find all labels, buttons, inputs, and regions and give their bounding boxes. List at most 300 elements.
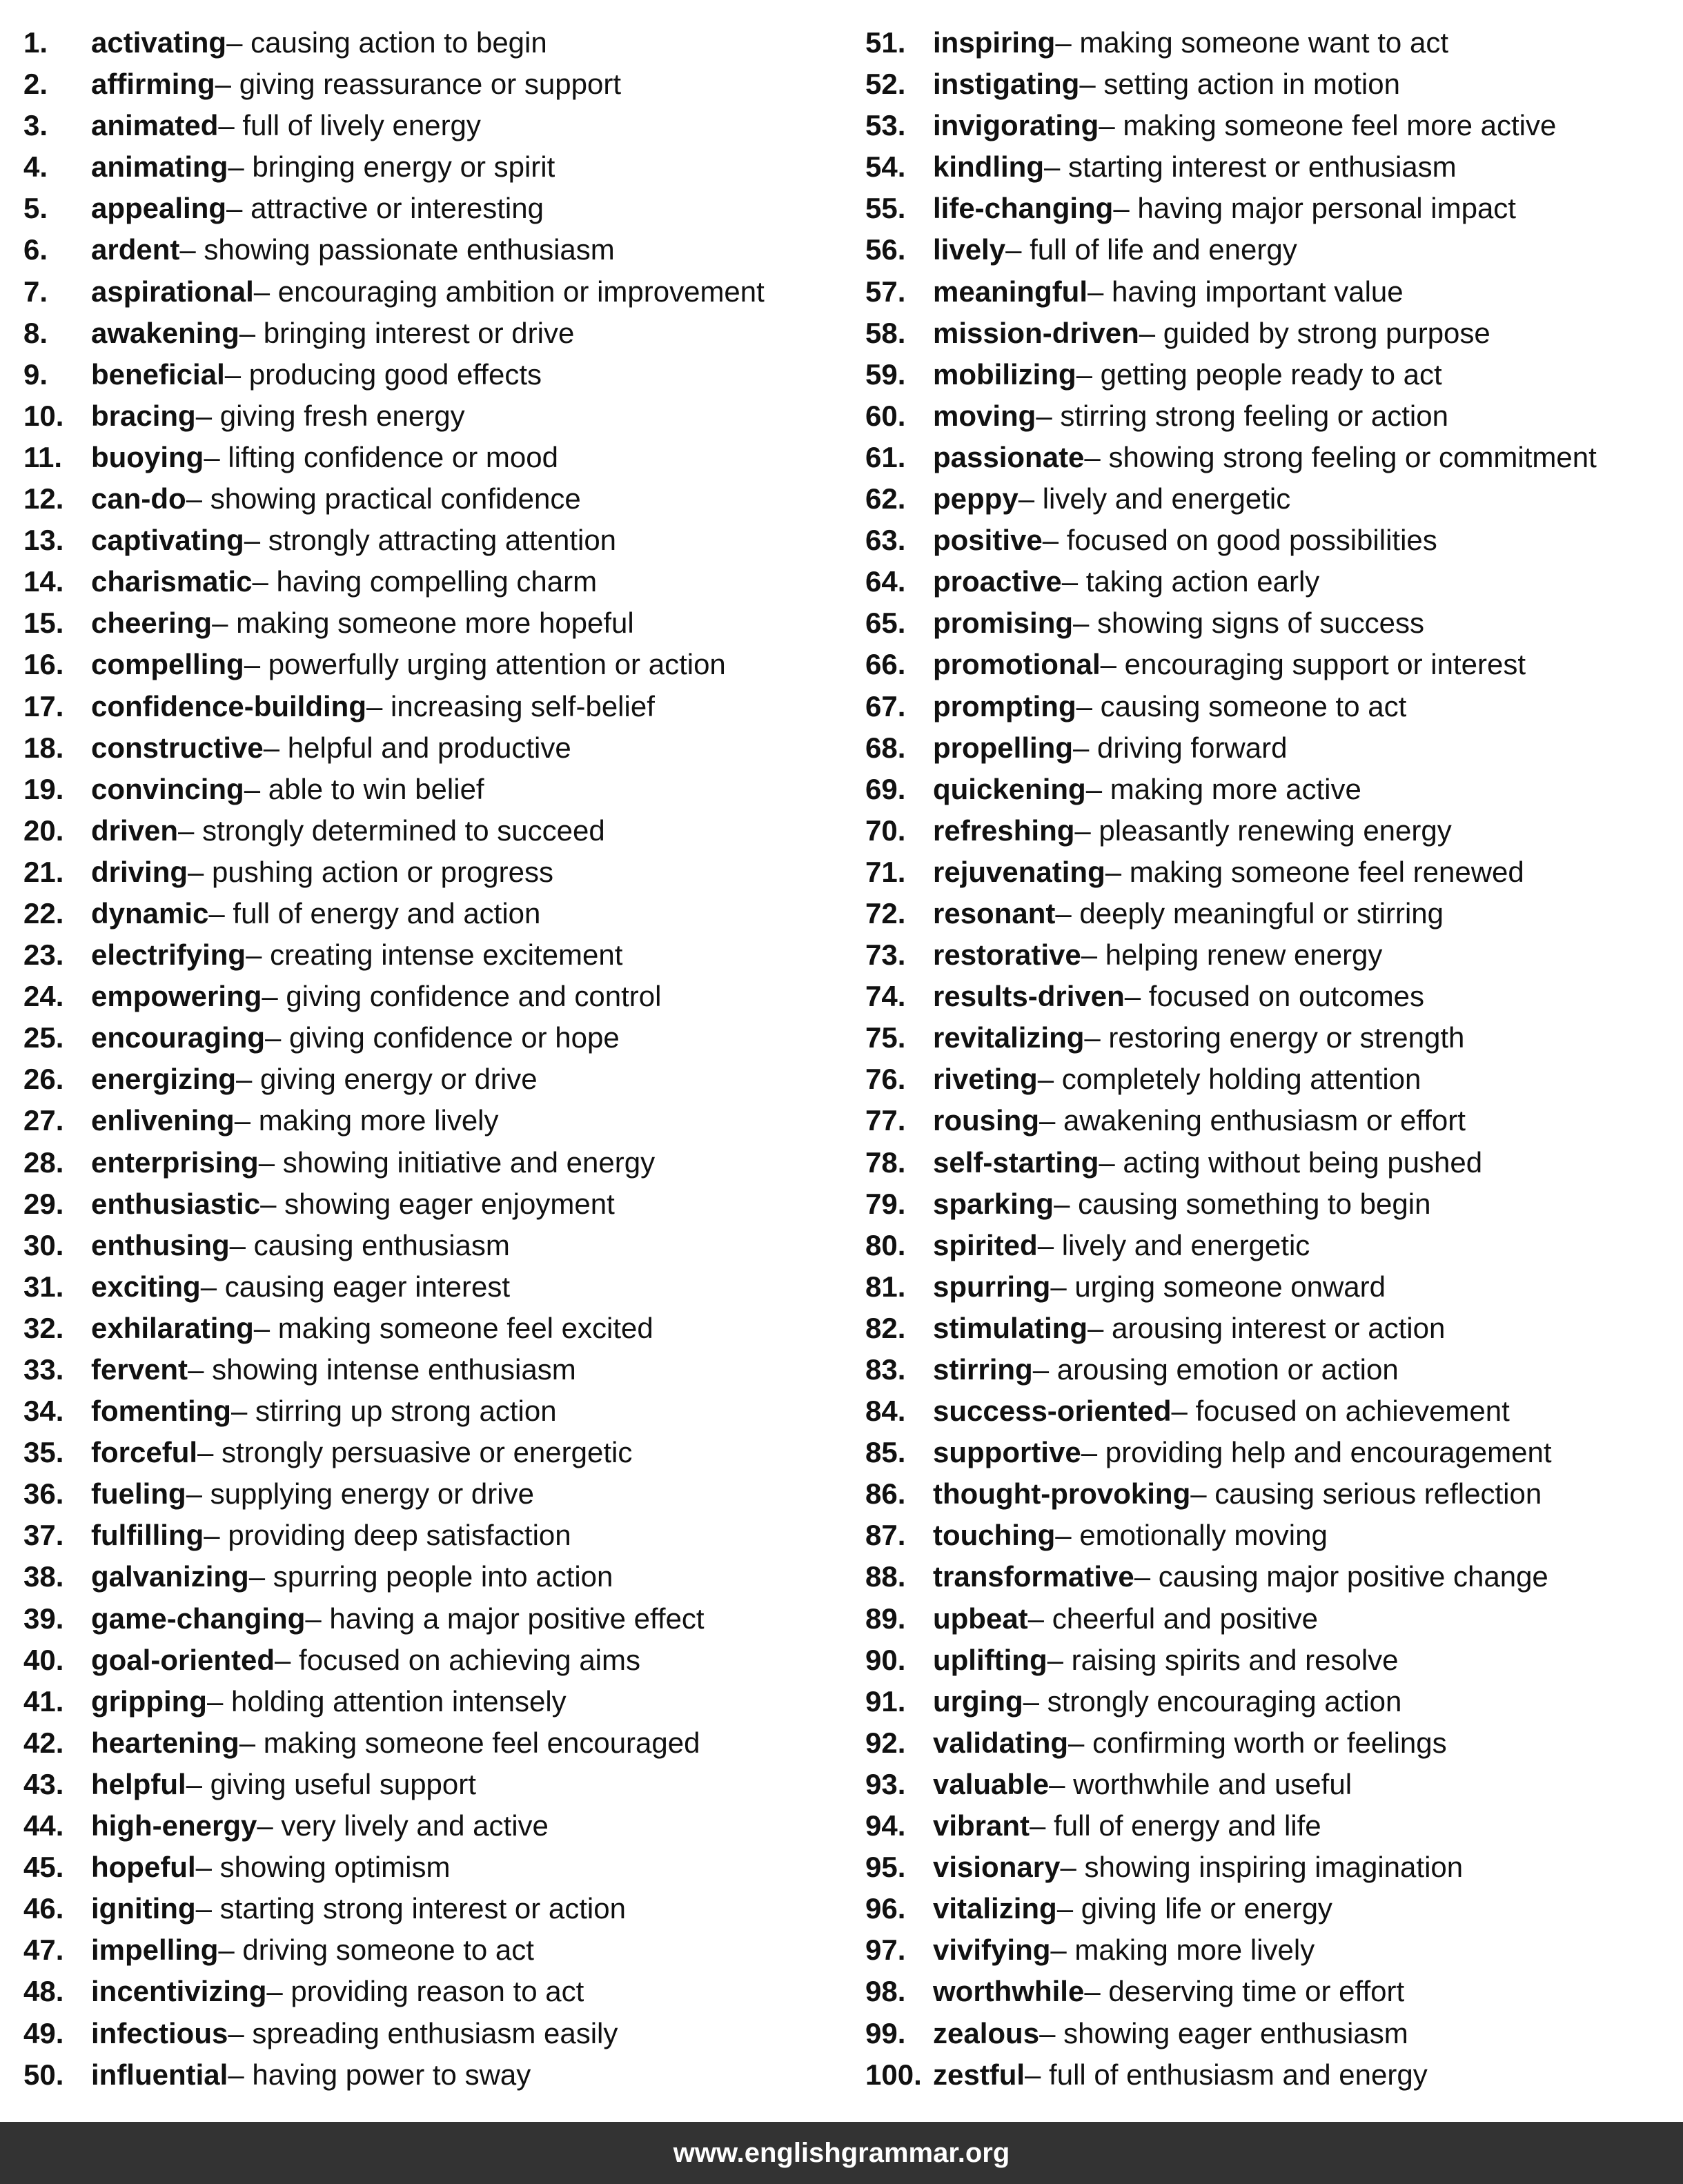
item-number: 61.	[865, 440, 906, 473]
list-item	[23, 686, 852, 727]
item-number: 17.	[23, 689, 64, 722]
item-number: 77.	[865, 1104, 906, 1137]
item-number: 11.	[23, 440, 63, 473]
list-item	[865, 1059, 1673, 1100]
item-number: 31.	[23, 1270, 64, 1303]
list-item	[23, 1929, 852, 1971]
item-definition: – deeply meaningful or stirring	[1055, 896, 1444, 929]
item-definition: – producing good effects	[224, 357, 542, 391]
item-number: 98.	[865, 1975, 906, 2008]
list-item	[865, 1183, 1673, 1225]
item-number: 66.	[865, 648, 906, 681]
list-item	[865, 561, 1673, 602]
item-word: ardent	[91, 233, 180, 266]
item-definition: – powerfully urging attention or action	[244, 648, 726, 681]
item-number: 74.	[865, 980, 906, 1013]
item-definition: – arousing emotion or action	[1032, 1353, 1399, 1386]
item-word: promotional	[933, 648, 1101, 681]
item-word: spurring	[933, 1270, 1051, 1303]
item-word: appealing	[91, 192, 227, 225]
item-number: 23.	[23, 938, 64, 972]
list-item	[23, 1059, 852, 1100]
list-item	[865, 1722, 1673, 1764]
list-item	[23, 229, 852, 270]
list-item	[865, 313, 1673, 354]
item-word: mission-driven	[933, 316, 1139, 349]
item-number: 96.	[865, 1892, 906, 1925]
footer-url[interactable]: www.englishgrammar.org	[673, 2137, 1010, 2168]
item-definition: – helping renew energy	[1081, 938, 1383, 972]
item-definition: – attractive or interesting	[226, 192, 544, 225]
item-word: validating	[933, 1726, 1069, 1759]
item-number: 73.	[865, 938, 906, 972]
word-column-right	[865, 22, 1673, 2096]
item-definition: – causing someone to act	[1076, 689, 1407, 722]
item-definition: – making more lively	[234, 1104, 499, 1137]
item-definition: – completely holding attention	[1037, 1063, 1421, 1096]
item-number: 90.	[865, 1643, 906, 1676]
item-definition: – cheerful and positive	[1027, 1602, 1318, 1635]
item-definition: – giving confidence and control	[262, 980, 662, 1013]
item-definition: – giving life or energy	[1056, 1892, 1332, 1925]
item-word: compelling	[91, 648, 244, 681]
list-item	[865, 727, 1673, 769]
list-item	[865, 602, 1673, 644]
item-number: 3.	[23, 109, 48, 142]
item-number: 19.	[23, 772, 64, 805]
item-word: infectious	[91, 2016, 228, 2049]
item-number: 92.	[865, 1726, 906, 1759]
item-definition: – providing deep satisfaction	[204, 1519, 571, 1552]
item-definition: – bringing energy or spirit	[228, 150, 555, 184]
item-definition: – showing initiative and energy	[258, 1145, 656, 1179]
item-number: 15.	[23, 607, 64, 640]
item-number: 49.	[23, 2016, 64, 2049]
item-definition: – making someone want to act	[1055, 26, 1448, 59]
item-word: buoying	[91, 440, 204, 473]
list-item	[865, 22, 1673, 63]
item-word: animated	[91, 109, 219, 142]
item-number: 97.	[865, 1934, 906, 1967]
item-definition: – lively and energetic	[1018, 482, 1291, 515]
item-number: 75.	[865, 1021, 906, 1054]
item-word: exciting	[91, 1270, 201, 1303]
item-word: electrifying	[91, 938, 246, 972]
item-definition: – stirring strong feeling or action	[1036, 399, 1448, 432]
item-definition: – showing optimism	[195, 1851, 451, 1884]
item-definition: – having a major positive effect	[305, 1602, 705, 1635]
list-item	[865, 1225, 1673, 1266]
item-word: success-oriented	[933, 1395, 1172, 1428]
list-item	[23, 63, 852, 105]
item-definition: – full of enthusiasm and energy	[1025, 2058, 1428, 2091]
item-number: 78.	[865, 1145, 906, 1179]
item-word: rousing	[933, 1104, 1039, 1137]
list-item	[23, 561, 852, 602]
footer-bar	[0, 2122, 1683, 2184]
item-number: 35.	[23, 1436, 64, 1469]
list-item	[865, 1390, 1673, 1432]
item-definition: – having compelling charm	[252, 565, 598, 598]
item-definition: – bringing interest or drive	[239, 316, 575, 349]
item-definition: – making someone feel encouraged	[239, 1726, 700, 1759]
item-word: passionate	[933, 440, 1085, 473]
item-definition: – driving forward	[1073, 731, 1288, 764]
item-definition: – full of lively energy	[218, 109, 481, 142]
item-number: 76.	[865, 1063, 906, 1096]
item-word: confidence-building	[91, 689, 366, 722]
item-definition: – increasing self-belief	[366, 689, 655, 722]
list-item	[23, 852, 852, 893]
list-item	[865, 437, 1673, 478]
item-definition: – starting strong interest or action	[195, 1892, 626, 1925]
item-definition: – providing reason to act	[266, 1975, 584, 2008]
list-item	[865, 1308, 1673, 1349]
item-number: 63.	[865, 524, 906, 557]
item-word: results-driven	[933, 980, 1125, 1013]
item-number: 64.	[865, 565, 906, 598]
item-number: 34.	[23, 1395, 64, 1428]
item-word: captivating	[91, 524, 244, 557]
item-number: 67.	[865, 689, 906, 722]
item-definition: – causing action to begin	[226, 26, 547, 59]
item-word: moving	[933, 399, 1036, 432]
item-word: invigorating	[933, 109, 1099, 142]
list-item	[23, 1598, 852, 1640]
list-item	[23, 1681, 852, 1722]
list-item	[865, 188, 1673, 229]
list-item	[865, 644, 1673, 685]
list-item	[23, 105, 852, 146]
item-number: 30.	[23, 1228, 64, 1261]
item-word: resonant	[933, 896, 1056, 929]
item-word: instigating	[933, 68, 1080, 101]
item-word: activating	[91, 26, 227, 59]
item-word: forceful	[91, 1436, 198, 1469]
item-word: vibrant	[933, 1809, 1030, 1842]
list-item	[23, 1183, 852, 1225]
item-number: 6.	[23, 233, 48, 266]
item-number: 21.	[23, 855, 64, 888]
item-word: proactive	[933, 565, 1062, 598]
item-definition: – spurring people into action	[248, 1560, 613, 1593]
list-item	[865, 1349, 1673, 1390]
item-definition: – having important value	[1087, 275, 1404, 308]
item-definition: – giving fresh energy	[195, 399, 465, 432]
item-definition: – holding attention intensely	[206, 1684, 567, 1718]
item-number: 9.	[23, 357, 48, 391]
item-definition: – able to win belief	[244, 772, 484, 805]
item-number: 85.	[865, 1436, 906, 1469]
item-definition: – focused on achieving aims	[275, 1643, 640, 1676]
item-word: inspiring	[933, 26, 1056, 59]
item-definition: – full of energy and life	[1030, 1809, 1321, 1842]
item-number: 27.	[23, 1104, 64, 1137]
word-column-left	[23, 22, 852, 2096]
item-number: 80.	[865, 1228, 906, 1261]
item-definition: – focused on achievement	[1171, 1395, 1510, 1428]
item-number: 99.	[865, 2016, 906, 2049]
item-word: uplifting	[933, 1643, 1047, 1676]
item-number: 94.	[865, 1809, 906, 1842]
item-word: helpful	[91, 1767, 186, 1800]
item-number: 45.	[23, 1851, 64, 1884]
item-definition: – giving energy or drive	[236, 1063, 538, 1096]
item-definition: – taking action early	[1061, 565, 1320, 598]
item-word: meaningful	[933, 275, 1088, 308]
list-item	[865, 1847, 1673, 1888]
item-number: 1.	[23, 26, 48, 59]
item-definition: – making someone more hopeful	[212, 607, 634, 640]
list-item	[23, 1349, 852, 1390]
list-item	[23, 2054, 852, 2096]
item-number: 16.	[23, 648, 64, 681]
item-word: rejuvenating	[933, 855, 1105, 888]
item-word: worthwhile	[933, 1975, 1085, 2008]
item-word: igniting	[91, 1892, 196, 1925]
item-word: valuable	[933, 1767, 1050, 1800]
list-item	[23, 1100, 852, 1141]
item-number: 56.	[865, 233, 906, 266]
item-definition: – strongly attracting attention	[244, 524, 617, 557]
list-item	[865, 105, 1673, 146]
item-definition: – full of energy and action	[208, 896, 541, 929]
list-item	[865, 1805, 1673, 1847]
item-word: gripping	[91, 1684, 207, 1718]
list-item	[23, 1640, 852, 1681]
list-item	[23, 1888, 852, 1929]
item-number: 79.	[865, 1187, 906, 1220]
item-number: 8.	[23, 316, 48, 349]
item-definition: – having power to sway	[228, 2058, 531, 2091]
item-definition: – showing eager enjoyment	[260, 1187, 615, 1220]
list-item	[865, 893, 1673, 934]
list-item	[865, 810, 1673, 852]
item-word: upbeat	[933, 1602, 1028, 1635]
list-item	[865, 1971, 1673, 2012]
item-number: 14.	[23, 565, 64, 598]
item-word: stimulating	[933, 1311, 1088, 1344]
list-item	[23, 1266, 852, 1308]
item-word: beneficial	[91, 357, 225, 391]
item-number: 59.	[865, 357, 906, 391]
item-number: 18.	[23, 731, 64, 764]
item-number: 93.	[865, 1767, 906, 1800]
item-number: 65.	[865, 607, 906, 640]
item-word: driven	[91, 814, 179, 847]
item-definition: – making someone feel more active	[1099, 109, 1557, 142]
item-definition: – making someone feel excited	[253, 1311, 653, 1344]
item-number: 43.	[23, 1767, 64, 1800]
item-definition: – driving someone to act	[218, 1934, 534, 1967]
list-item	[865, 686, 1673, 727]
item-definition: – lively and energetic	[1037, 1228, 1310, 1261]
list-item	[23, 1556, 852, 1597]
item-definition: – giving reassurance or support	[215, 68, 621, 101]
item-number: 87.	[865, 1519, 906, 1552]
item-number: 52.	[865, 68, 906, 101]
item-word: enthusiastic	[91, 1187, 261, 1220]
item-definition: – showing practical confidence	[186, 482, 581, 515]
item-definition: – causing enthusiasm	[229, 1228, 510, 1261]
item-number: 60.	[865, 399, 906, 432]
item-word: fomenting	[91, 1395, 231, 1428]
item-definition: – urging someone onward	[1050, 1270, 1386, 1303]
item-definition: – strongly persuasive or energetic	[197, 1436, 633, 1469]
list-item	[23, 1515, 852, 1556]
list-item	[865, 1142, 1673, 1183]
list-item	[23, 1390, 852, 1432]
item-definition: – emotionally moving	[1055, 1519, 1328, 1552]
item-word: exhilarating	[91, 1311, 254, 1344]
item-number: 100.	[865, 2058, 922, 2091]
item-word: revitalizing	[933, 1021, 1085, 1054]
item-word: enthusing	[91, 1228, 230, 1261]
list-item	[865, 1432, 1673, 1473]
item-word: life-changing	[933, 192, 1114, 225]
item-number: 44.	[23, 1809, 64, 1842]
item-number: 95.	[865, 1851, 906, 1884]
item-word: urging	[933, 1684, 1023, 1718]
item-word: fueling	[91, 1477, 186, 1511]
item-word: kindling	[933, 150, 1044, 184]
list-item	[23, 478, 852, 520]
list-item	[23, 146, 852, 188]
item-word: impelling	[91, 1934, 219, 1967]
item-definition: – making more active	[1085, 772, 1361, 805]
item-word: quickening	[933, 772, 1086, 805]
item-definition: – worthwhile and useful	[1049, 1767, 1352, 1800]
item-number: 38.	[23, 1560, 64, 1593]
item-word: heartening	[91, 1726, 239, 1759]
list-item	[23, 1473, 852, 1515]
item-number: 89.	[865, 1602, 906, 1635]
item-definition: – causing eager interest	[200, 1270, 510, 1303]
item-number: 51.	[865, 26, 906, 59]
item-word: hopeful	[91, 1851, 196, 1884]
item-definition: – confirming worth or feelings	[1068, 1726, 1447, 1759]
item-word: convincing	[91, 772, 244, 805]
item-word: transformative	[933, 1560, 1134, 1593]
item-definition: – pushing action or progress	[188, 855, 553, 888]
item-definition: – setting action in motion	[1079, 68, 1400, 101]
item-definition: – arousing interest or action	[1087, 1311, 1446, 1344]
item-number: 2.	[23, 68, 48, 101]
item-number: 62.	[865, 482, 906, 515]
list-item	[23, 1017, 852, 1059]
list-item	[23, 769, 852, 810]
item-definition: – focused on outcomes	[1124, 980, 1425, 1013]
list-item	[865, 2054, 1673, 2096]
item-number: 88.	[865, 1560, 906, 1593]
item-number: 37.	[23, 1519, 64, 1552]
item-definition: – supplying energy or drive	[186, 1477, 534, 1511]
list-item	[23, 934, 852, 976]
list-item	[23, 354, 852, 395]
item-word: incentivizing	[91, 1975, 267, 2008]
item-definition: – acting without being pushed	[1099, 1145, 1483, 1179]
list-item	[23, 437, 852, 478]
item-word: driving	[91, 855, 188, 888]
item-word: touching	[933, 1519, 1056, 1552]
list-item	[23, 1971, 852, 2012]
item-definition: – giving useful support	[186, 1767, 476, 1800]
item-word: high-energy	[91, 1809, 257, 1842]
list-item	[23, 976, 852, 1017]
item-word: sparking	[933, 1187, 1054, 1220]
item-number: 70.	[865, 814, 906, 847]
item-word: cheering	[91, 607, 213, 640]
item-definition: – providing help and encouragement	[1081, 1436, 1552, 1469]
item-number: 69.	[865, 772, 906, 805]
list-item	[23, 271, 852, 313]
item-number: 13.	[23, 524, 64, 557]
item-word: stirring	[933, 1353, 1033, 1386]
list-item	[23, 395, 852, 437]
item-number: 40.	[23, 1643, 64, 1676]
item-word: mobilizing	[933, 357, 1076, 391]
word-list	[0, 22, 1683, 2092]
item-number: 41.	[23, 1684, 64, 1718]
item-number: 10.	[23, 399, 64, 432]
item-word: fulfilling	[91, 1519, 204, 1552]
list-item	[23, 2013, 852, 2054]
list-item	[865, 1598, 1673, 1640]
item-word: empowering	[91, 980, 262, 1013]
list-item	[865, 1888, 1673, 1929]
list-item	[23, 313, 852, 354]
list-item	[23, 1847, 852, 1888]
list-item	[23, 727, 852, 769]
item-definition: – strongly encouraging action	[1023, 1684, 1402, 1718]
item-number: 81.	[865, 1270, 906, 1303]
item-word: encouraging	[91, 1021, 266, 1054]
item-definition: – very lively and active	[257, 1809, 549, 1842]
item-definition: – giving confidence or hope	[265, 1021, 620, 1054]
item-word: riveting	[933, 1063, 1038, 1096]
item-definition: – focused on good possibilities	[1042, 524, 1437, 557]
list-item	[865, 395, 1673, 437]
list-item	[865, 63, 1673, 105]
item-word: bracing	[91, 399, 196, 432]
item-number: 20.	[23, 814, 64, 847]
item-word: dynamic	[91, 896, 209, 929]
list-item	[865, 976, 1673, 1017]
list-item	[865, 1681, 1673, 1722]
item-number: 28.	[23, 1145, 64, 1179]
list-item	[865, 1640, 1673, 1681]
item-number: 57.	[865, 275, 906, 308]
item-definition: – showing inspiring imagination	[1060, 1851, 1464, 1884]
list-item	[23, 893, 852, 934]
item-number: 22.	[23, 896, 64, 929]
item-definition: – showing strong feeling or commitment	[1084, 440, 1597, 473]
item-number: 46.	[23, 1892, 64, 1925]
item-number: 48.	[23, 1975, 64, 2008]
item-definition: – having major personal impact	[1113, 192, 1516, 225]
item-number: 68.	[865, 731, 906, 764]
list-item	[865, 478, 1673, 520]
item-number: 55.	[865, 192, 906, 225]
list-item	[865, 271, 1673, 313]
item-definition: – raising spirits and resolve	[1047, 1643, 1399, 1676]
list-item	[23, 1142, 852, 1183]
list-item	[865, 1515, 1673, 1556]
item-number: 4.	[23, 150, 48, 184]
list-item	[23, 1308, 852, 1349]
list-item	[865, 2013, 1673, 2054]
item-definition: – showing intense enthusiasm	[188, 1353, 576, 1386]
